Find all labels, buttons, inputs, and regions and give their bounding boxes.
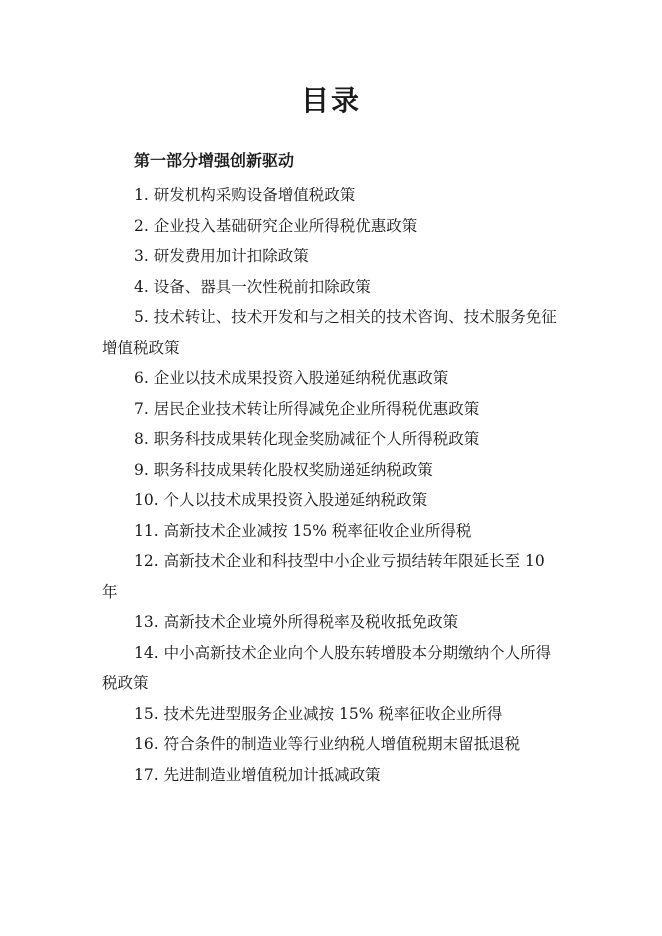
toc-entry: 4. 设备、器具一次性税前扣除政策 xyxy=(134,277,371,296)
toc-entry: 16. 符合条件的制造业等行业纳税人增值税期末留抵退税 xyxy=(134,735,521,753)
toc-entry: 13. 高新技术企业境外所得税率及税收抵免政策 xyxy=(134,613,459,631)
toc-entry: 15. 技术先进型服务企业减按 15% 税率征收企业所得 xyxy=(134,704,503,723)
toc-entry: 14. 中小高新技术企业向个人股东转增股本分期缴纳个人所得税政策 xyxy=(102,643,552,692)
section-heading: 第一部分增强创新驱动 xyxy=(134,151,295,170)
toc-entry: 17. 先进制造业增值税加计抵减政策 xyxy=(134,765,381,784)
toc-entry: 3. 研发费用加计扣除政策 xyxy=(134,247,309,265)
page-title: 目录 xyxy=(300,84,361,117)
toc-entry: 8. 职务科技成果转化现金奖励减征个人所得税政策 xyxy=(134,430,480,448)
toc-entry: 2. 企业投入基础研究企业所得税优惠政策 xyxy=(134,216,418,235)
toc-entry: 7. 居民企业技术转让所得减免企业所得税优惠政策 xyxy=(134,399,480,418)
toc-entry: 9. 职务科技成果转化股权奖励递延纳税政策 xyxy=(134,460,433,479)
toc-list xyxy=(102,180,564,790)
toc-entry: 6. 企业以技术成果投资入股递延纳税优惠政策 xyxy=(134,369,449,387)
toc-entry: 10. 个人以技术成果投资入股递延纳税政策 xyxy=(134,491,428,509)
toc-entry: 1. 研发机构采购设备增值税政策 xyxy=(134,186,356,204)
toc-entry: 5. 技术转让、技术开发和与之相关的技术咨询、技术服务免征增值税政策 xyxy=(102,308,557,357)
toc-entry: 12. 高新技术企业和科技型中小企业亏损结转年限延长至 10 年 xyxy=(102,552,545,601)
toc-entry: 11. 高新技术企业减按 15% 税率征收企业所得税 xyxy=(134,521,472,540)
